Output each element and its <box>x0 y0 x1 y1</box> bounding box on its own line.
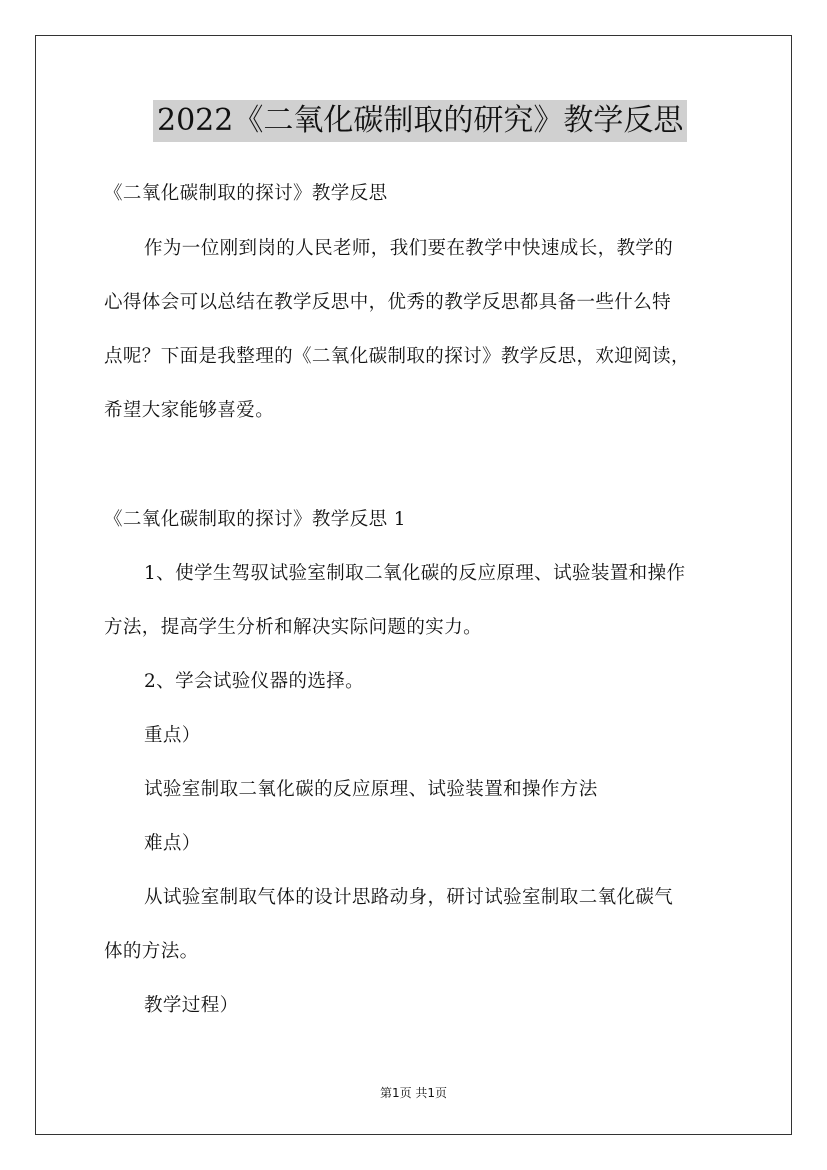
paragraph-line: 1、使学生驾驭试验室制取二氧化碳的反应原理、试验装置和操作 <box>144 563 686 584</box>
paragraph-line: 希望大家能够喜爱。 <box>104 400 275 421</box>
paragraph-line: 体的方法。 <box>104 941 199 962</box>
paragraph-line: 2、学会试验仪器的选择。 <box>144 671 365 692</box>
paragraph-line: 试验室制取二氧化碳的反应原理、试验装置和操作方法 <box>144 779 598 800</box>
paragraph-line: 作为一位刚到岗的人民老师，我们要在教学中快速成长，教学的 <box>144 238 674 259</box>
paragraph-line: 重点） <box>144 725 201 746</box>
section-heading: 《二氧化碳制取的探讨》教学反思 1 <box>104 509 406 530</box>
paragraph-line: 心得体会可以总结在教学反思中，优秀的教学反思都具备一些什么特 <box>104 292 672 313</box>
page-footer: 第1页 共1页 <box>379 1086 448 1100</box>
document-title: 2022《二氧化碳制取的研究》教学反思 <box>153 100 687 142</box>
paragraph-line: 点呢？下面是我整理的《二氧化碳制取的探讨》教学反思，欢迎阅读， <box>104 346 690 367</box>
paragraph-line: 教学过程） <box>144 995 239 1016</box>
section-heading: 《二氧化碳制取的探讨》教学反思 <box>104 183 388 204</box>
paragraph-line: 难点） <box>144 833 201 854</box>
paragraph-line: 方法，提高学生分析和解决实际问题的实力。 <box>104 617 483 638</box>
paragraph-line: 从试验室制取气体的设计思路动身，研讨试验室制取二氧化碳气 <box>144 887 674 908</box>
